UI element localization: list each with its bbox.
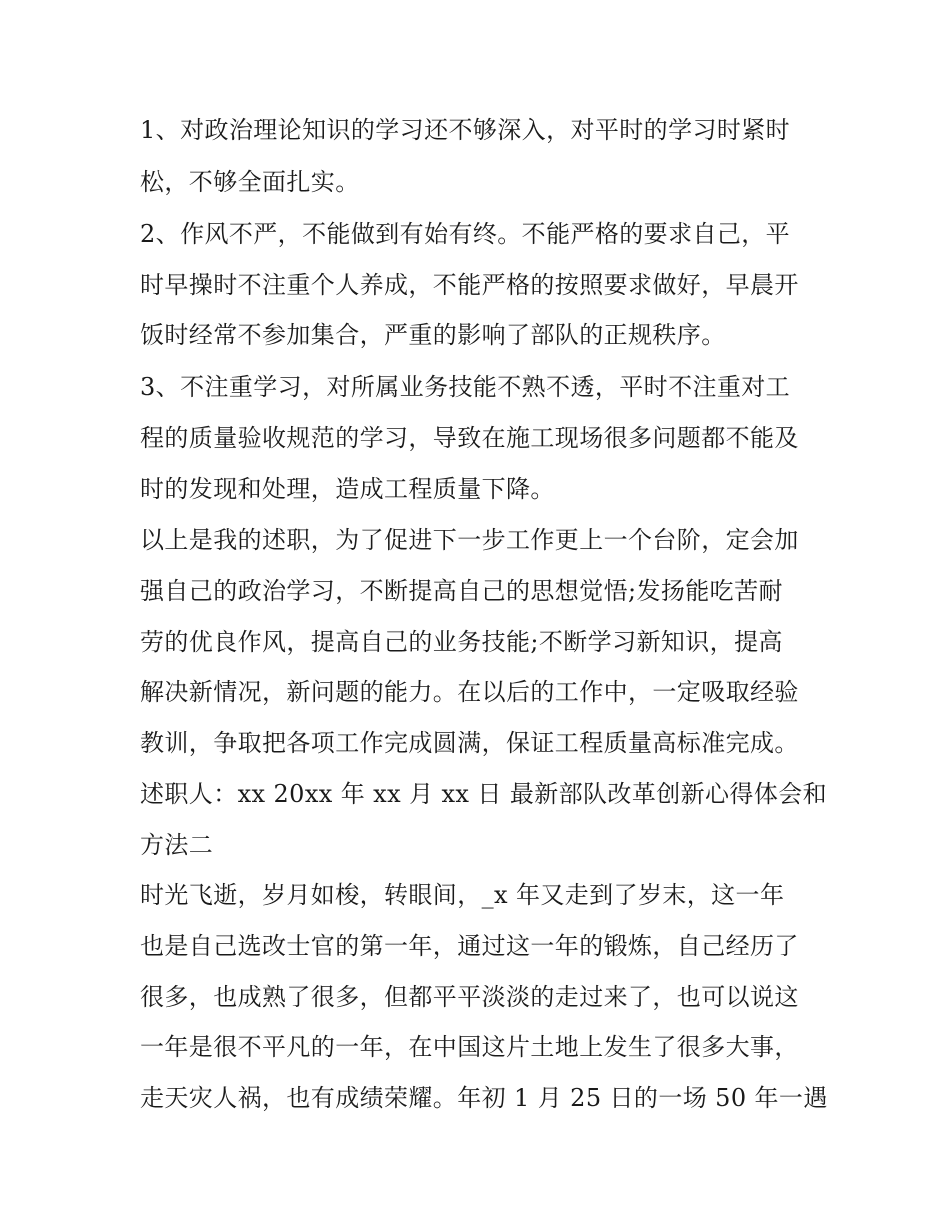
- text-line: 教训，争取把各项工作完成圆满，保证工程质量高标准完成。: [140, 729, 799, 757]
- text-line: 述职人：xx 20xx 年 xx 月 xx 日 最新部队改革创新心得体会和: [140, 780, 828, 808]
- text-line: 时的发现和处理，造成工程质量下降。: [140, 475, 555, 503]
- text-line: 时早操时不注重个人养成，不能严格的按照要求做好，早晨开: [140, 271, 799, 299]
- text-line: 2、作风不严，不能做到有始有终。不能严格的要求自己，平: [140, 220, 791, 248]
- text-line: 也是自己选改士官的第一年，通过这一年的锻炼，自己经历了: [140, 932, 799, 960]
- text-line: 1、对政治理论知识的学习还不够深入，对平时的学习时紧时: [140, 116, 791, 144]
- text-line: 程的质量验收规范的学习，导致在施工现场很多问题都不能及: [140, 424, 799, 452]
- text-line: 劳的优良作风，提高自己的业务技能;不断学习新知识，提高: [140, 628, 783, 656]
- text-line: 饭时经常不参加集合，严重的影响了部队的正规秩序。: [140, 321, 726, 349]
- text-line: 强自己的政治学习，不断提高自己的思想觉悟;发扬能吃苦耐: [140, 577, 783, 605]
- text-line: 一年是很不平凡的一年，在中国这片土地上发生了很多大事，: [140, 1033, 799, 1061]
- text-line: 解决新情况，新问题的能力。在以后的工作中，一定吸取经验: [140, 678, 799, 706]
- text-line: 松，不够全面扎实。: [140, 168, 360, 196]
- text-line: 很多，也成熟了很多，但都平平淡淡的走过来了，也可以说这: [140, 983, 799, 1011]
- text-line: 3、不注重学习，对所属业务技能不熟不透，平时不注重对工: [140, 373, 791, 401]
- text-line: 走天灾人祸，也有成绩荣耀。年初 1 月 25 日的一场 50 年一遇: [140, 1084, 828, 1112]
- text-line: 时光飞逝，岁月如梭，转眼间，_x 年又走到了岁末，这一年: [140, 881, 785, 909]
- text-line: 方法二: [140, 831, 214, 859]
- text-line: 以上是我的述职，为了促进下一步工作更上一个台阶，定会加: [140, 526, 799, 554]
